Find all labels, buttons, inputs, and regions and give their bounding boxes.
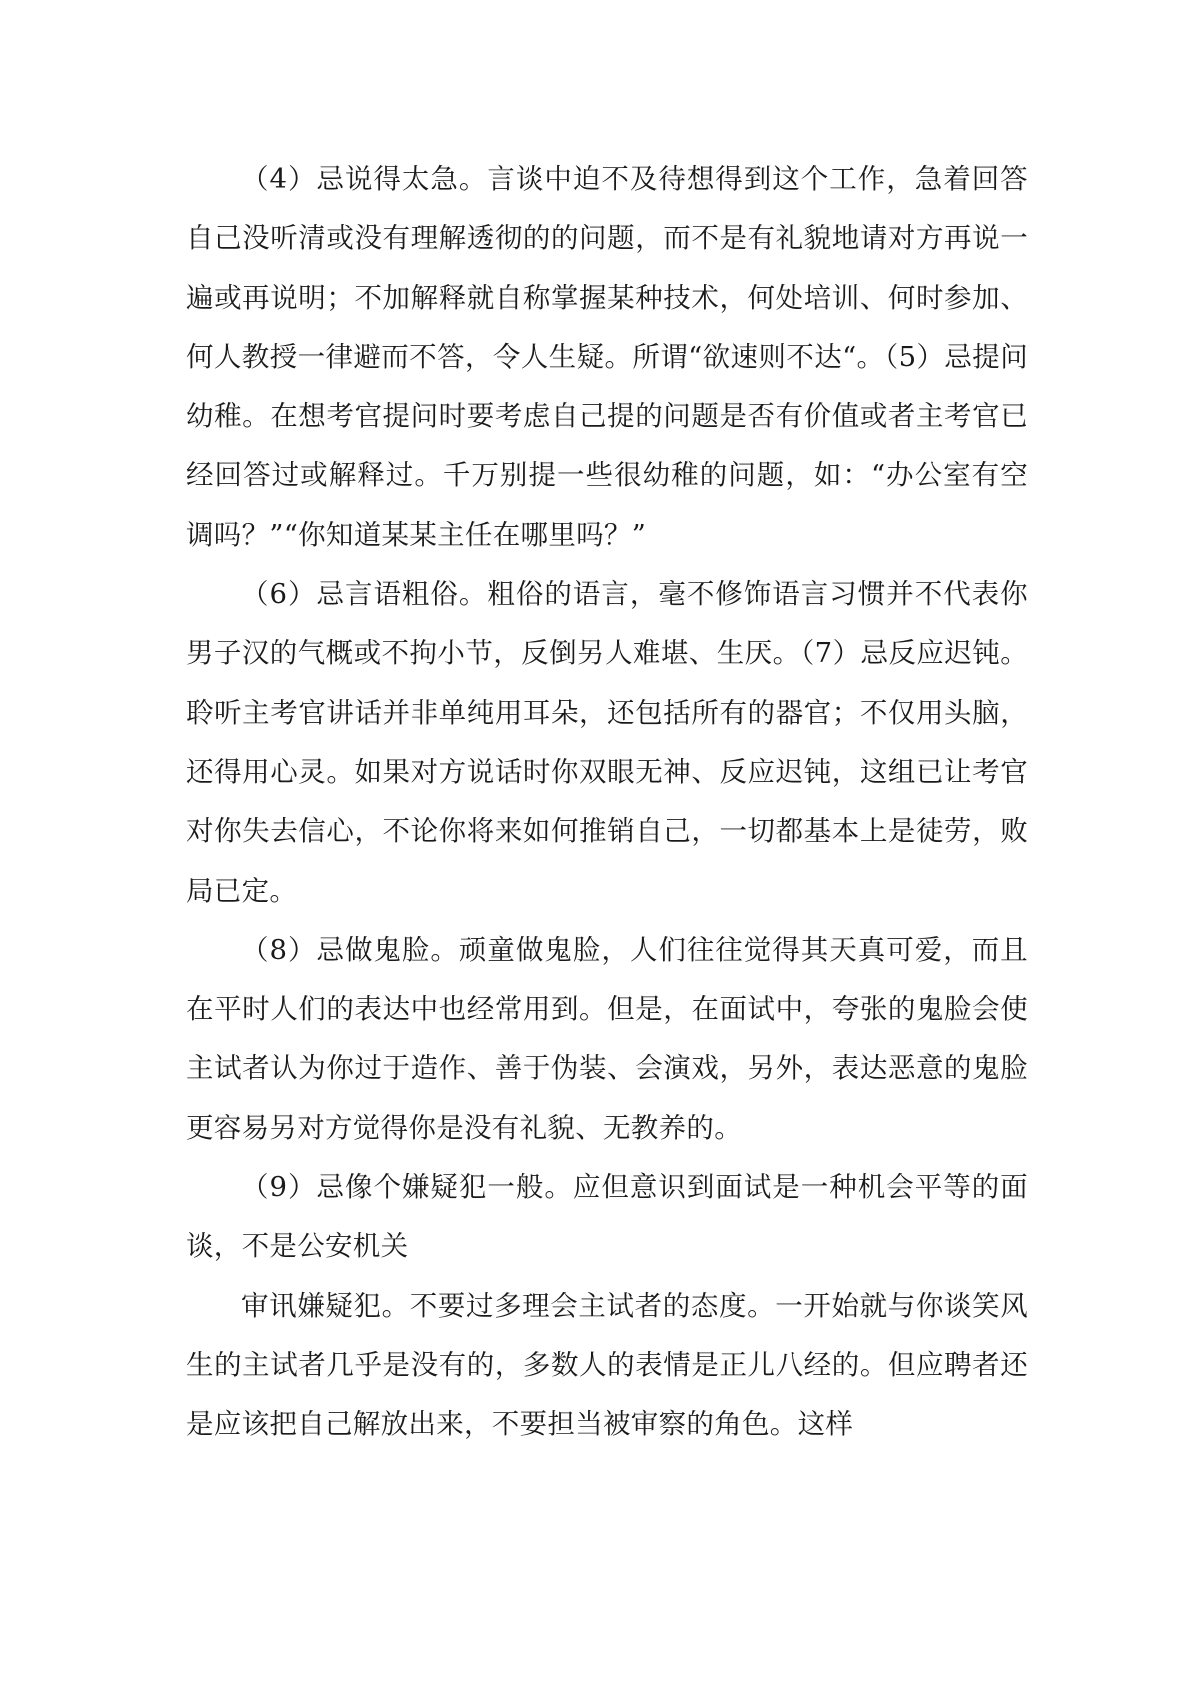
paragraph-continuation: 审讯嫌疑犯。不要过多理会主试者的态度。一开始就与你谈笑风生的主试者几乎是没有的，多数人的表情是正儿八经的。但应聘者还是应该把自己解放出来，不要担当被审察的角色。这样	[186, 1289, 1028, 1441]
paragraph-8: （8）忌做鬼脸。顽童做鬼脸，人们往往觉得其天真可爱，而且在平时人们的表达中也经常用到。但是，在面试中，夸张的鬼脸会使主试者认为你过于造作、善于伪装、会演戏，另外，表达恶意的鬼脸更容易另对方觉得你是没有礼貌、无教养的。	[186, 933, 1028, 1144]
paragraph-9: （9）忌像个嫌疑犯一般。应但意识到面试是一种机会平等的面谈，不是公安机关	[186, 1171, 1028, 1263]
document-body	[186, 150, 1028, 1455]
paragraph-4-5: （4）忌说得太急。言谈中迫不及待想得到这个工作，急着回答自己没听清或没有理解透彻的的问题，而不是有礼貌地请对方再说一遍或再说明；不加解释就自称掌握某种技术，何处培训、何时参加、何人教授一律避而不答，令人生疑。所谓“欲速则不达“。（5）忌提问幼稚。在想考官提问时要考虑自己提的问题是否有价值或者主考官已经回答过或解释过。千万别提一些很幼稚的问题，如：“办公室有空调吗？”“你知道某某主任在哪里吗？”	[186, 163, 1028, 551]
paragraph-6-7: （6）忌言语粗俗。粗俗的语言，毫不修饰语言习惯并不代表你男子汉的气概或不拘小节，反倒另人难堪、生厌。（7）忌反应迟钝。聆听主考官讲话并非单纯用耳朵，还包括所有的器官；不仅用头脑，还得用心灵。如果对方说话时你双眼无神、反应迟钝，这组已让考官对你失去信心，不论你将来如何推销自己，一切都基本上是徒劳，败局已定。	[186, 578, 1028, 907]
